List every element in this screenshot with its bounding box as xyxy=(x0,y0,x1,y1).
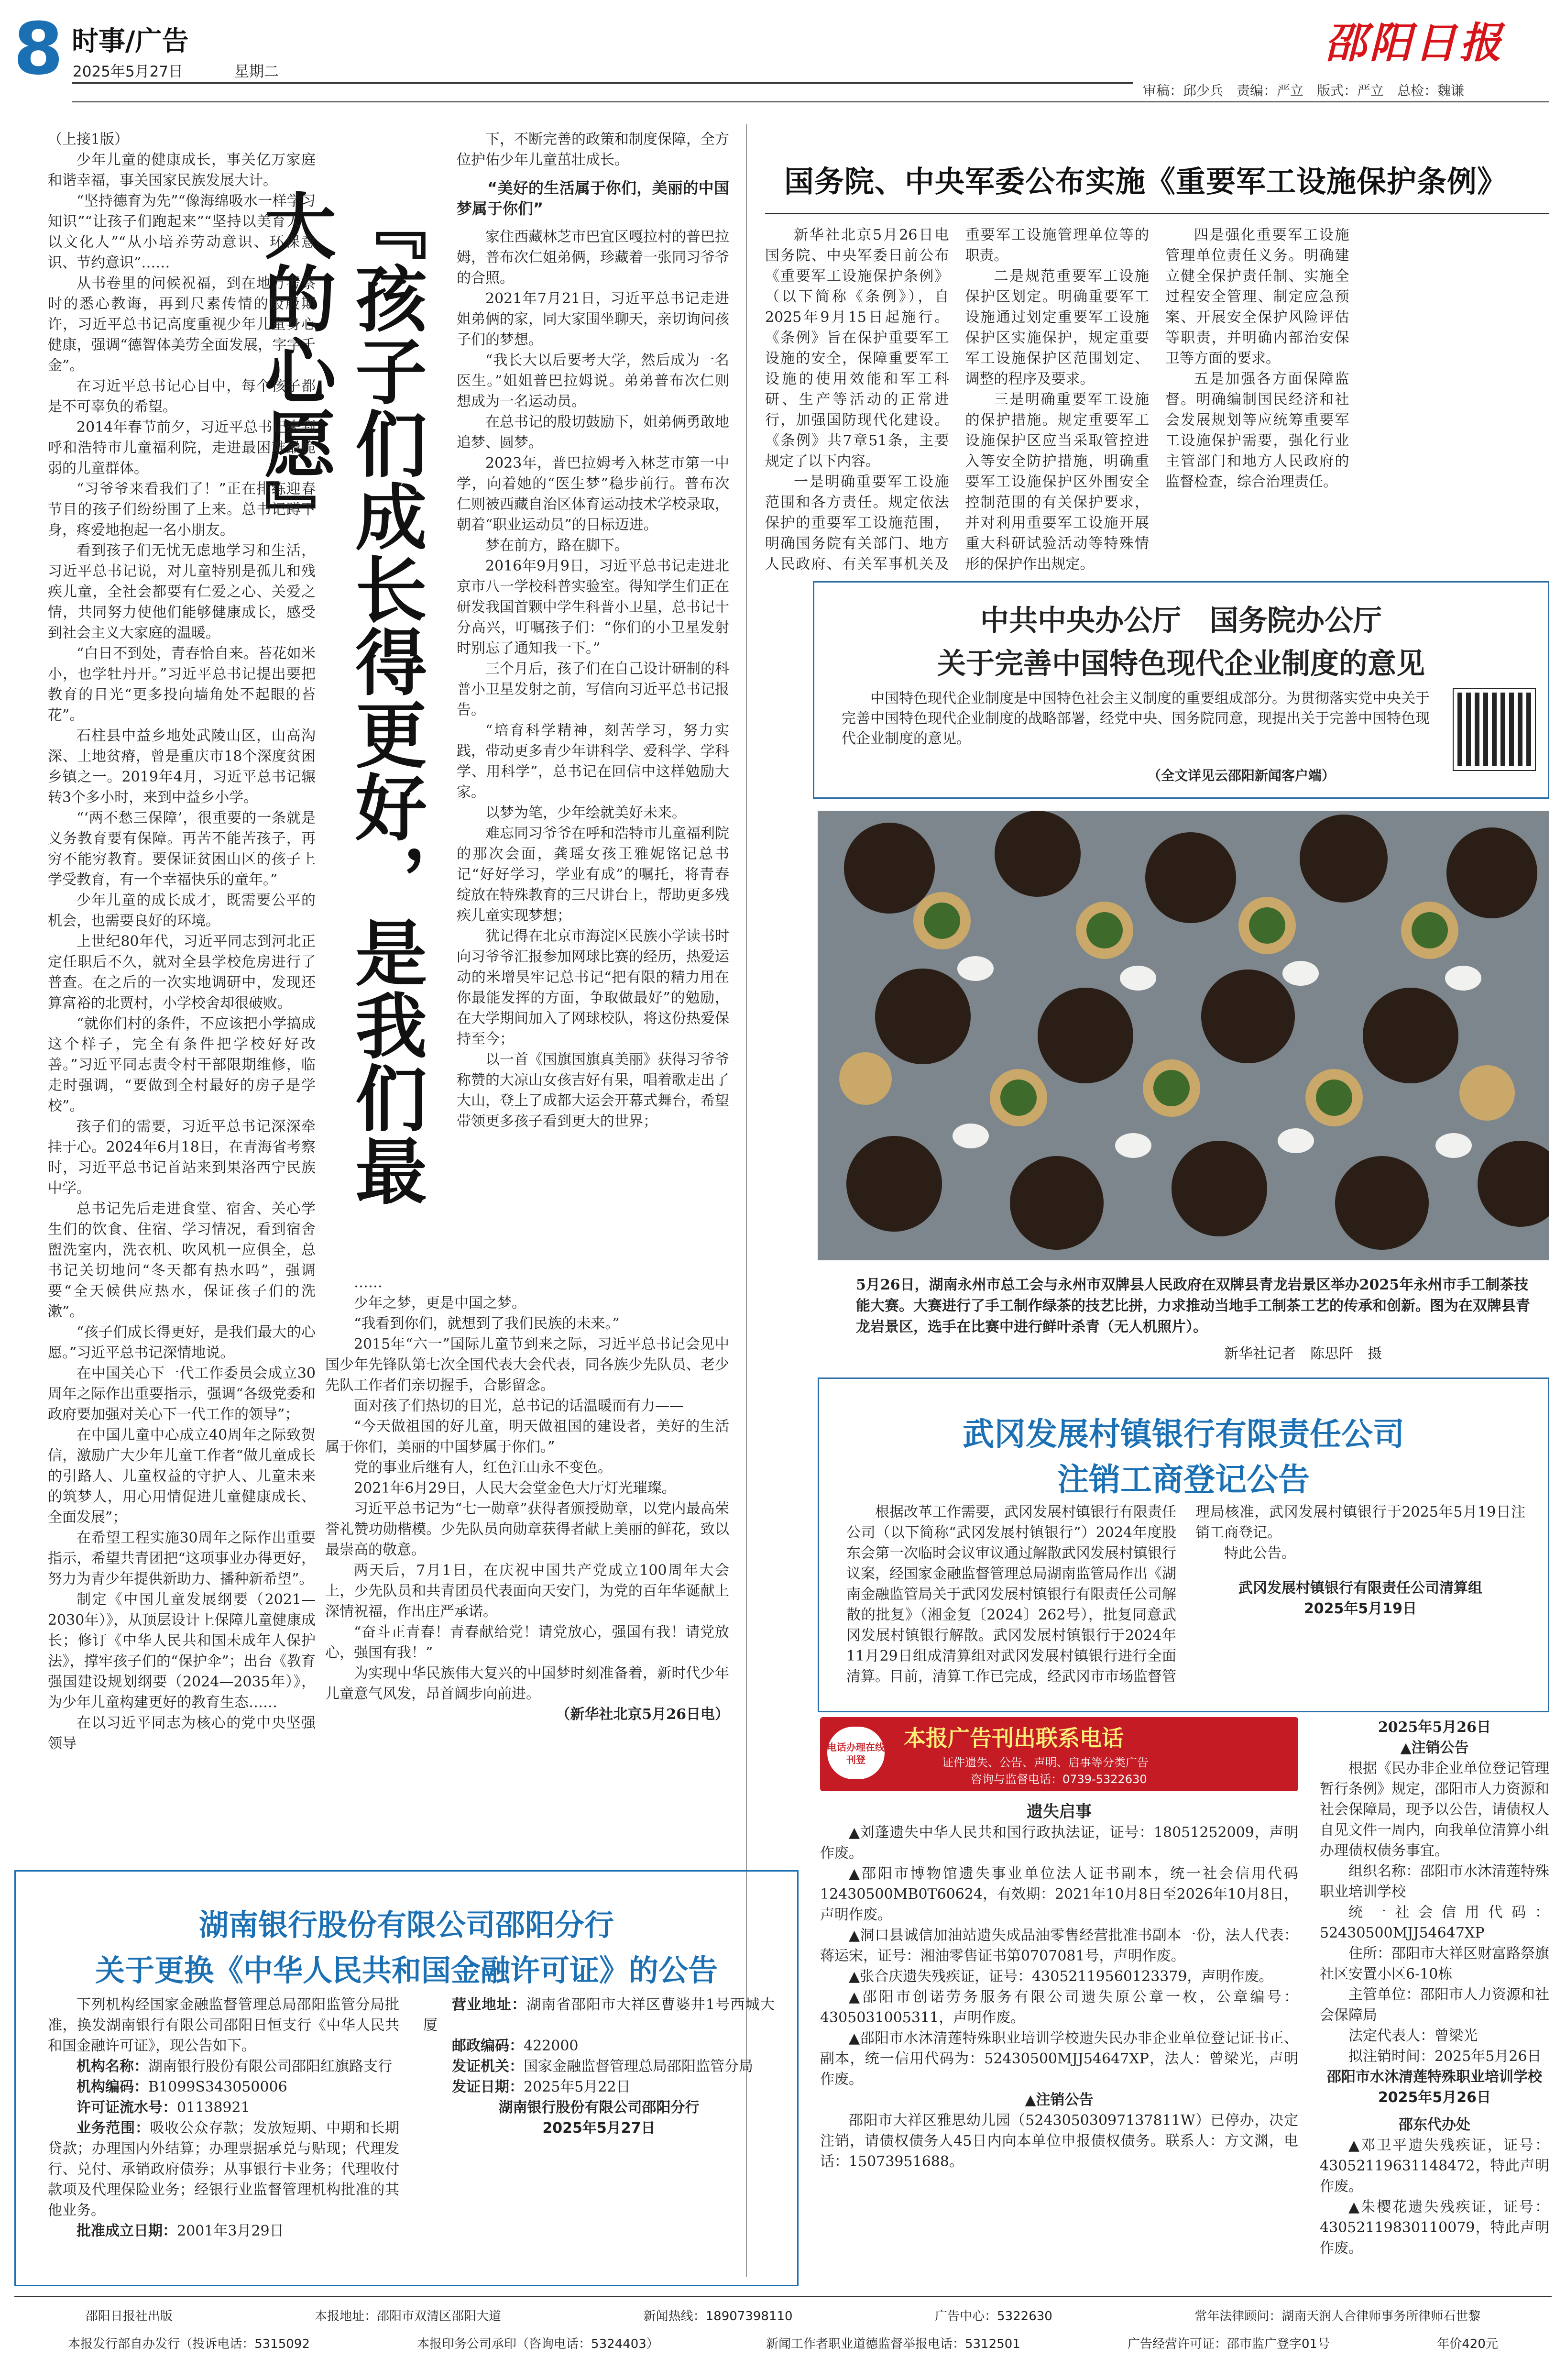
photo-caption: 5月26日，湖南永州市总工会与永州市双牌县人民政府在双牌县青龙岩景区举办2025年永州市手工制茶技能大赛。大赛进行了手工制作绿茶的技艺比拼，力求推动当地手工制茶工艺的传承和创新。图为在双牌县青龙岩景区，选手在比赛中进行鲜叶杀青（无人机照片）。 xyxy=(856,1277,1530,1335)
bank-notice-body xyxy=(846,1502,1525,1698)
lost-item: ▲邵阳市博物馆遗失事业单位法人证书副本，统一社会信用代码12430500MB0T60624，有效期：2021年10月8日至2026年10月8日，声明作废。 xyxy=(820,1865,1298,1923)
lead-paragraph: “奋斗正青春！青春献给党！请党放心，强国有我！请党放心，强国有我！” xyxy=(325,1624,729,1661)
license-date: 2025年5月27日 xyxy=(542,2120,656,2137)
license-field-label: 发证机关： xyxy=(452,2058,524,2075)
lead-paragraph: 2023年，普巴拉姆考入林芝市第一中学，向着她的“医生梦”稳步前行。普布次仁则被西藏自治区体育运动技术学校录取，朝着“职业运动员”的目标迈进。 xyxy=(457,455,729,533)
license-field-value: 422000 xyxy=(524,2038,579,2054)
agent-list xyxy=(1320,2135,1549,2259)
qr-code[interactable] xyxy=(1454,689,1535,770)
footer-item: 年价420元 xyxy=(1437,2337,1498,2351)
lead-paragraph: 为实现中华民族伟大复兴的中国梦时刻准备着，新时代少年儿童意气风发，昂首阔步向前进。 xyxy=(325,1665,729,1702)
cancel-date: 2025年5月26日 xyxy=(1378,1719,1491,1736)
license-field-value: 国家金融监督管理总局邵阳监管分局 xyxy=(524,2058,753,2075)
lead-paragraph: “培育科学精神，刻苦学习，努力实践，带动更多青少年讲科学、爱科学、学科学、用科学”，总书记在回信中这样勉励大家。 xyxy=(457,722,729,801)
opinion-more: （全文详见云邵阳新闻客户端） xyxy=(1148,768,1336,783)
agent-title: 邵东代办处 xyxy=(1399,2116,1470,2133)
license-field xyxy=(423,2036,775,2056)
lead-paragraph: 梦在前方，路在脚下。 xyxy=(485,537,629,554)
footer-item: 新闻热线：18907398110 xyxy=(643,2309,793,2324)
lead-paragraph: 在以习近平同志为核心的党中央坚强领导 xyxy=(48,1715,316,1752)
lead-paragraph: …… xyxy=(354,1274,383,1291)
lead-paragraph: 面对孩子们热切的目光，总书记的话温暖而有力—— xyxy=(354,1398,684,1414)
license-field xyxy=(423,1994,775,2036)
lead-paragraph: 党的事业后继有人，红色江山永不变色。 xyxy=(354,1459,612,1476)
lead-paragraph: 以一首《国旗国旗真美丽》获得习爷爷称赞的大凉山女孩吉好有果，唱着歌走出了大山，登上了成都大运会开幕式舞台，希望带领更多孩子看到更大的世界； xyxy=(457,1051,729,1130)
lead-paragraph: 石柱县中益乡地处武陵山区，山高沟深、土地贫瘠，曾是重庆市18个深度贫困乡镇之一。2019年4月，习近平总书记辗转3个多小时，来到中益乡小学。 xyxy=(48,727,316,806)
lead-paragraph: 以梦为笔，少年绘就美好未来。 xyxy=(485,804,686,821)
lead-paragraph: 从书卷里的问候祝福，到在地方考察时的悉心教诲，再到尺素传情的殷殷期许，习近平总书记高度重视少年儿童身心健康，强调“德智体美劳全面发展，字字千金”。 xyxy=(48,275,316,374)
lead-headline: 『孩子们成长得更好，是我们最大的心愿』 xyxy=(252,189,427,1207)
banner-title: 本报广告刊出联系电话 xyxy=(904,1725,1124,1751)
banner-sub: 证件遗失、公告、声明、启事等分类广告 xyxy=(942,1756,1149,1769)
license-signer: 湖南银行股份有限公司邵阳分行 xyxy=(498,2099,700,2116)
lead-paragraph: 家住西藏林芝市巴宜区嘎拉村的普巴拉姆，普布次仁姐弟俩，珍藏着一张同习爷爷的合照。 xyxy=(457,229,729,286)
cancel2-signer: 邵阳市水沐清莲特殊职业培训学校 xyxy=(1327,2069,1542,2085)
masthead-rule-thin xyxy=(72,101,1549,102)
license-field-label: 营业地址： xyxy=(452,1996,527,2013)
lead-paragraph: 少年儿童的健康成长，事关亿万家庭和谐幸福，事关国家民族发展大计。 xyxy=(48,152,316,189)
bank-notice-title-2: 注销工商登记公告 xyxy=(1057,1461,1310,1498)
tea-contest-photo xyxy=(818,811,1549,1260)
lead-paragraph: 2021年7月21日，习近平总书记走进姐弟俩的家，同大家围坐聊天，亲切询问孩子们的梦想。 xyxy=(457,290,729,348)
lead-paragraph: 下，不断完善的政策和制度保障，全方位护佑少年儿童茁壮成长。 xyxy=(457,131,729,168)
lead-paragraph: 制定《中国儿童发展纲要（2021—2030年）》，从顶层设计上保障儿童健康成长；修订《中华人民共和国未成年人保护法》，撑牢孩子们的“保护伞”；出台《教育强国建设规划纲要（2024—2035年）》，为少年儿童构建更好的教育生态…… xyxy=(48,1591,316,1711)
lost-title: 遗失启事 xyxy=(1027,1802,1092,1821)
cancel2-rep: 法定代表人：曾梁光 xyxy=(1348,2027,1478,2044)
license-body xyxy=(48,1994,775,2277)
regulation-paragraph: 五是加强各方面保障监督。明确编制国民经济和社会发展规划等应统筹重要军工设施保护需要，强化行业主管部门和地方人民政府的监督检查，综合治理责任。 xyxy=(1165,371,1349,490)
lead-paragraph: 2021年6月29日，人民大会堂金色大厅灯光璀璨。 xyxy=(354,1480,676,1497)
regulation-paragraph: 四是强化重要军工设施管理单位责任义务。明确建立健全保护责任制、实施全过程安全管理、制定应急预案、开展安全保护风险评估等职责，并明确内部治安保卫等方面的要求。 xyxy=(1165,227,1349,367)
lead-paragraph: “习爷爷来看我们了！”正在排练迎春节目的孩子们纷纷围了上来。总书记蹲下身，疼爱地抱起一名小朋友。 xyxy=(48,481,316,539)
license-field xyxy=(48,2077,399,2097)
license-field xyxy=(423,2077,775,2097)
lead-paragraph: “白日不到处，青春恰自来。苔花如米小，也学牡丹开。”习近平总书记提出要把教育的目光“更多投向墙角处不起眼的苔花”。 xyxy=(48,645,316,724)
lead-paragraph: 犹记得在北京市海淀区民族小学读书时向习爷爷汇报参加网球比赛的经历，热爱运动的米增昊牢记总书记“把有限的精力用在你最能发挥的方面，争取做最好”的勉励，在大学期间加入了网球校队，将这份热爱保持至今； xyxy=(457,928,729,1047)
license-field xyxy=(48,2097,399,2118)
license-field-label: 邮政编码： xyxy=(452,2038,524,2054)
license-intro: 下列机构经国家金融监督管理总局邵阳监管分局批准，换发湖南银行有限公司邵阳日恒支行《中华人民共和国金融许可证》，现公告如下。 xyxy=(48,1996,399,2054)
lead-paragraph: 少年儿童的成长成才，既需要公平的机会，也需要良好的环境。 xyxy=(48,892,316,929)
cancel2-date: 2025年5月26日 xyxy=(1378,2089,1491,2106)
lost-list xyxy=(820,1822,1298,2090)
lead-paragraph: 在希望工程实施30周年之际作出重要指示，希望共青团把“这项事业办得更好，努力为青少年提供新助力、播种新希望”。 xyxy=(48,1530,316,1587)
bank-notice-date: 2025年5月19日 xyxy=(1303,1600,1417,1617)
continued-marker: （上接1版） xyxy=(48,131,129,148)
license-field-label: 机构名称： xyxy=(77,2058,148,2075)
lead-paragraph: 2014年春节前夕，习近平总书记来到呼和浩特市儿童福利院，走进最困难最脆弱的儿童群体。 xyxy=(48,419,316,477)
footer-line-2 xyxy=(14,2334,1552,2352)
bank-notice-title-1: 武冈发展村镇银行有限责任公司 xyxy=(963,1415,1404,1453)
lead-paragraph: “孩子们成长得更好，是我们最大的心愿。”习近平总书记深情地说。 xyxy=(48,1324,316,1361)
issue-date: 2025年5月27日 xyxy=(73,63,184,80)
regulation-paragraph: 二是规范重要军工设施保护区划定。明确重要军工设施通过划定重要军工设施保护区实施保护，规定重要军工设施保护区范围划定、调整的程序及要求。 xyxy=(965,268,1149,387)
cancel2-title: ▲注销公告 xyxy=(1400,1740,1469,1756)
lost-items xyxy=(820,1822,1298,2238)
banner-phone-tag: 电话办理在线刊登 xyxy=(827,1727,885,1779)
lead-paragraph: “今天做祖国的好儿童，明天做祖国的建设者，美好的生活属于你们，美丽的中国梦属于你们。” xyxy=(325,1418,729,1455)
cancel2-text: 根据《民办非企业单位登记管理暂行条例》规定，邵阳市人力资源和社会保障局，现予以公告，请债权人自见文件一周内，向我单位清算小组办理债权债务事宜。 xyxy=(1320,1760,1549,1859)
lead-paragraph: “就你们村的条件，不应该把小学搞成这个样子，完全有条件把学校好好改善。”习近平同志责令村干部限期维修，临走时强调，“要做到全村最好的房子是学校”。 xyxy=(48,1015,316,1114)
lead-paragraph: 三个月后，孩子们在自己设计研制的科普小卫星发射之前，写信向习近平总书记报告。 xyxy=(457,661,729,718)
license-field-value: B1099S343050006 xyxy=(148,2079,287,2095)
opinion-title-1: 中共中央办公厅 国务院办公厅 xyxy=(980,604,1382,638)
lead-column-2-text xyxy=(457,129,729,1132)
license-field-value: 2001年3月29日 xyxy=(177,2223,284,2239)
license-field xyxy=(423,2056,775,2077)
footer-rule xyxy=(14,2296,1552,2297)
bank-notice-signer: 武冈发展村镇银行有限责任公司清算组 xyxy=(1238,1580,1482,1597)
lead-paragraph: 上世纪80年代，习近平同志到河北正定任职后不久，就对全县学校危房进行了普查。在之后的一次实地调研中，发现还算富裕的北贾村，小学校舍却很破败。 xyxy=(48,933,316,1012)
lead-paragraph: 在中国儿童中心成立40周年之际致贺信，激励广大少年儿童工作者“做儿童成长的引路人、儿童权益的守护人、儿童未来的筑梦人，用心用情促进儿童健康成长、全面发展”； xyxy=(48,1427,316,1526)
paper-logo: 邵阳日报 xyxy=(1325,18,1505,67)
footer-item: 本报印务公司承印（咨询电话：5324403） xyxy=(417,2337,659,2351)
lead-column-1-text xyxy=(48,150,316,1754)
lead-column-2 xyxy=(457,129,729,1267)
agent-item: ▲邓卫平遗失残疾证，证号：43052119631148472，特此声明作废。 xyxy=(1320,2137,1549,2195)
license-field xyxy=(48,2118,399,2221)
footer-item: 新闻工作者职业道德监督举报电话：5312501 xyxy=(766,2337,1020,2351)
regulation-rule xyxy=(765,213,1549,214)
license-field-value: 湖南省邵阳市大祥区曹婆井1号西城大厦 xyxy=(423,1996,775,2034)
license-field xyxy=(48,2056,399,2077)
lost-item: ▲洞口县诚信加油站遗失成品油零售经营批准书副本一份，法人代表：蒋运宋，证号：湘油零售证书第0707081号，声明作废。 xyxy=(820,1927,1298,1964)
lead-paragraph: 2015年“六一”国际儿童节到来之际，习近平总书记会见中国少年先锋队第七次全国代表大会代表，同各族少先队员、老少先队工作者们亲切握手，合影留念。 xyxy=(325,1336,729,1394)
lead-paragraph: “坚持德育为先”“像海绵吸水一样学习知识”“让孩子们跑起来”“坚持以美育人、以文化人”“从小培养劳动意识、环保意识、节约意识”…… xyxy=(48,193,316,271)
regulation-body xyxy=(765,225,1549,579)
lead-paragraph: 在中国关心下一代工作委员会成立30周年之际作出重要指示，强调“各级党委和政府要加强对关心下一代工作的领导”； xyxy=(48,1365,316,1423)
cancel2-addr: 住所：邵阳市大祥区财富路祭旗社区安置小区6-10栋 xyxy=(1320,1945,1549,1983)
footer-line-1 xyxy=(14,2306,1552,2324)
license-field-label: 发证日期： xyxy=(452,2079,524,2095)
lead-paragraph: “‘两不愁三保障’，很重要的一条就是义务教育要有保障。再苦不能苦孩子，再穷不能穷教育。要保证贫困山区的孩子上学受教育，有一个幸福快乐的童年。” xyxy=(48,810,316,888)
license-field-value: 吸收公众存款；发放短期、中期和长期贷款；办理国内外结算；办理票据承兑与贴现；代理发行、兑付、承销政府债券；从事银行卡业务；代理收付款项及代理保险业务；经银行业监督管理机构批准的其他业务。 xyxy=(48,2120,400,2219)
banner-tel: 咨询与监督电话：0739-5322630 xyxy=(971,1773,1147,1786)
lead-paragraph: 两天后，7月1日，在庆祝中国共产党成立100周年大会上，少先队员和共青团员代表面向天安门，为党的百年华诞献上深情祝福，作出庄严承诺。 xyxy=(325,1562,729,1620)
regulation-paragraph: 一是明确重要军工设施范围和各方责任。规定依法保护的重要军工设施范围，明确国务院有关部门、地方人民政府、有关军事机关及重要军工设施管理单位等的职责。 xyxy=(765,227,1149,573)
cancel2-org: 组织名称：邵阳市水沐清莲特殊职业培训学校 xyxy=(1320,1863,1549,1900)
lead-paragraph: “我看到你们，就想到了我们民族的未来。” xyxy=(354,1315,620,1332)
photo-illustration xyxy=(818,811,1549,1260)
license-title-2: 关于更换《中华人民共和国金融许可证》的公告 xyxy=(95,1953,718,1988)
lead-paragraph: 习近平总书记为“七一勋章”获得者颁授勋章，以党内最高荣誉礼赞功勋楷模。少先队员向勋章获得者献上美丽的鲜花，致以最崇高的敬意。 xyxy=(325,1500,729,1558)
license-field-label: 许可证流水号： xyxy=(77,2099,177,2116)
cancel2-dept: 主管单位：邵阳市人力资源和社会保障局 xyxy=(1320,1986,1549,2024)
lead-paragraph: 在总书记的殷切鼓励下，姐弟俩勇敢地追梦、圆梦。 xyxy=(457,414,729,451)
cancel-text: 邵阳市大祥区雅思幼儿园（52430503097137811W）已停办，决定注销，请债权债务人45日内向本单位申报债权债务。联系人：方文渊，电话：15073951688。 xyxy=(820,2112,1298,2170)
license-field-label: 机构编码： xyxy=(77,2079,148,2095)
lead-paragraph: 难忘同习爷爷在呼和浩特市儿童福利院的那次会面，龚瑶女孩王雅妮铭记总书记“好好学习，学业有成”的嘱托，将青春绽放在特殊教育的三尺讲台上，帮助更多残疾儿童实现梦想； xyxy=(457,825,729,924)
section-title: 时事/广告 xyxy=(72,26,189,57)
lead-column-2-wide xyxy=(325,1272,729,1856)
page-number: 8 xyxy=(13,8,64,91)
license-field xyxy=(48,2221,399,2241)
lead-column-1 xyxy=(48,129,316,1841)
editor-credits: 审稿：邱少兵 责编：严立 版式：严立 总检：魏谦 xyxy=(1143,83,1465,99)
lead-paragraph: 看到孩子们无忧无虑地学习和生活，习近平总书记说，对儿童特别是孤儿和残疾儿童，全社会都要有仁爱之心、关爱之情，共同努力使他们能够健康成长，感受到社会主义大家庭的温暖。 xyxy=(48,542,316,641)
lead-subhead: “美好的生活属于你们，美丽的中国梦属于你们” xyxy=(457,179,729,218)
license-field-label: 批准成立日期： xyxy=(77,2223,177,2239)
license-field-value: 2025年5月22日 xyxy=(524,2079,631,2095)
lead-paragraph: 孩子们的需要，习近平总书记深深牵挂于心。2024年6月18日，在青海省考察时，习近平总书记首站来到果洛西宁民族中学。 xyxy=(48,1118,316,1197)
footer-item: 本报地址：邵阳市双清区邵阳大道 xyxy=(315,2309,502,2324)
license-field-value: 01138921 xyxy=(177,2099,250,2116)
footer-item: 本报发行部自办发行（投诉电话：5315092 xyxy=(68,2337,310,2351)
cancel2-code: 统一社会信用代码：52430500MJJ54647XP xyxy=(1320,1904,1549,1941)
license-field-value: 湖南银行股份有限公司邵阳红旗路支行 xyxy=(148,2058,392,2075)
regulation-paragraph: 三是明确重要军工设施的保护措施。规定重要军工设施保护区应当采取管控进入等安全防护措施，明确重要军工设施保护区外围安全控制范围的有关保护要求，并对利用重要军工设施开展重大科研试验活动等特殊情形的保护作出规定。 xyxy=(965,391,1149,573)
regulation-text xyxy=(765,225,1349,579)
license-field-label: 业务范围： xyxy=(77,2120,150,2137)
regulation-headline: 国务院、中央军委公布实施《重要军工设施保护条例》 xyxy=(784,164,1508,199)
bank-notice-ending: 特此公告。 xyxy=(1224,1545,1296,1562)
lead-paragraph: 少年之梦，更是中国之梦。 xyxy=(354,1295,526,1311)
regulation-paragraph: 新华社北京5月26日电 国务院、中央军委日前公布《重要军工设施保护条例》（以下简称《条例》），自2025年9月15日起施行。《条例》旨在保护重要军工设施的安全，保障重要军工设施的使用效能和军工科研、生产等活动的正常进行，加强国防现代化建设。《条例》共7章51条，主要规定了以下内容。 xyxy=(765,227,964,470)
photo-credit: 新华社记者 陈思阡 摄 xyxy=(1224,1345,1382,1362)
opinion-text: 中国特色现代企业制度是中国特色社会主义制度的重要组成部分。为贯彻落实党中央关于完善中国特色现代企业制度的战略部署，经党中央、国务院同意，现提出关于完善中国特色现代企业制度的意见。 xyxy=(842,690,1430,747)
lead-paragraph: 在习近平总书记心目中，每个孩子都是不可辜负的希望。 xyxy=(48,378,316,415)
footer-item: 广告经营许可证：邵市监广登字01号 xyxy=(1127,2337,1330,2351)
lead-paragraph: 2016年9月9日，习近平总书记走进北京市八一学校科普实验室。得知学生们正在研发我国首颗中学生科普小卫星，总书记十分高兴，叮嘱孩子们：“你们的小卫星发射时别忘了通知我一下。” xyxy=(457,558,729,657)
footer-item: 常年法律顾问：湖南天润人合律师事务所律师石世黎 xyxy=(1194,2309,1481,2324)
lost-item: ▲刘蓬遗失中华人民共和国行政执法证，证号：18051252009，声明作废。 xyxy=(820,1824,1298,1862)
bank-notice-text: 根据改革工作需要，武冈发展村镇银行有限责任公司（以下简称“武冈发展村镇银行”）2024年度股东会第一次临时会议审议通过解散武冈发展村镇银行议案，经国家金融监督管理总局湖南监管局作出《湖南金融监管局关于武冈发展村镇银行有限责任公司解散的批复》（湘金复〔2024〕262号），批复同意武冈发展村镇银行解散。武冈发展村镇银行于2024年11月29日组成清算组对武冈发展村镇银行进行全面清算。目前，清算工作已完成，经武冈市市场监督管理局核准，武冈发展村镇银行于2025年5月19日注销工商登记。 xyxy=(846,1504,1525,1685)
lead-paragraph: 总书记先后走进食堂、宿舍、关心学生们的饮食、住宿、学习情况，看到宿舍盥洗室内，洗衣机、吹风机一应俱全，总书记关切地问“冬天都有热水吗”，强调要“全天候供应热水，保证孩子们的洗漱”。 xyxy=(48,1201,316,1320)
masthead-rule xyxy=(72,82,1133,84)
footer-item: 邵阳日报社出版 xyxy=(85,2309,173,2324)
footer-item: 广告中心：5322630 xyxy=(935,2309,1052,2324)
lead-column-2-wide-text xyxy=(325,1272,729,1704)
cancel2-plan: 拟注销时间：2025年5月26日 xyxy=(1348,2048,1542,2065)
agent-item: ▲朱樱花遗失残疾证，证号：43052119830110079，特此声明作废。 xyxy=(1320,2199,1549,2257)
issue-weekday: 星期二 xyxy=(234,63,279,80)
license-title-1: 湖南银行股份有限公司邵阳分行 xyxy=(198,1907,614,1942)
cancel-title: ▲注销公告 xyxy=(1025,2092,1094,2108)
lead-source: （新华社北京5月26日电） xyxy=(556,1706,729,1723)
lost-item: ▲邵阳市创诺劳务服务有限公司遗失原公章一枚，公章编号：4305031005311，声明作废。 xyxy=(820,1989,1298,2026)
classified-column-2 xyxy=(1320,1717,1549,2281)
opinion-title-2: 关于完善中国特色现代企业制度的意见 xyxy=(937,647,1425,681)
lost-item: ▲张合庆遗失残疾证，证号：43052119560123379，声明作废。 xyxy=(849,1968,1273,1985)
lead-paragraph: “我长大以后要考大学，然后成为一名医生。”姐姐普巴拉姆说。弟弟普布次仁则想成为一名运动员。 xyxy=(457,352,729,410)
lost-item: ▲邵阳市水沐清莲特殊职业培训学校遗失民办非企业单位登记证书正、副本，统一信用代码为：52430500MJJ54647XP，法人：曾梁光，声明作废。 xyxy=(820,2030,1298,2088)
